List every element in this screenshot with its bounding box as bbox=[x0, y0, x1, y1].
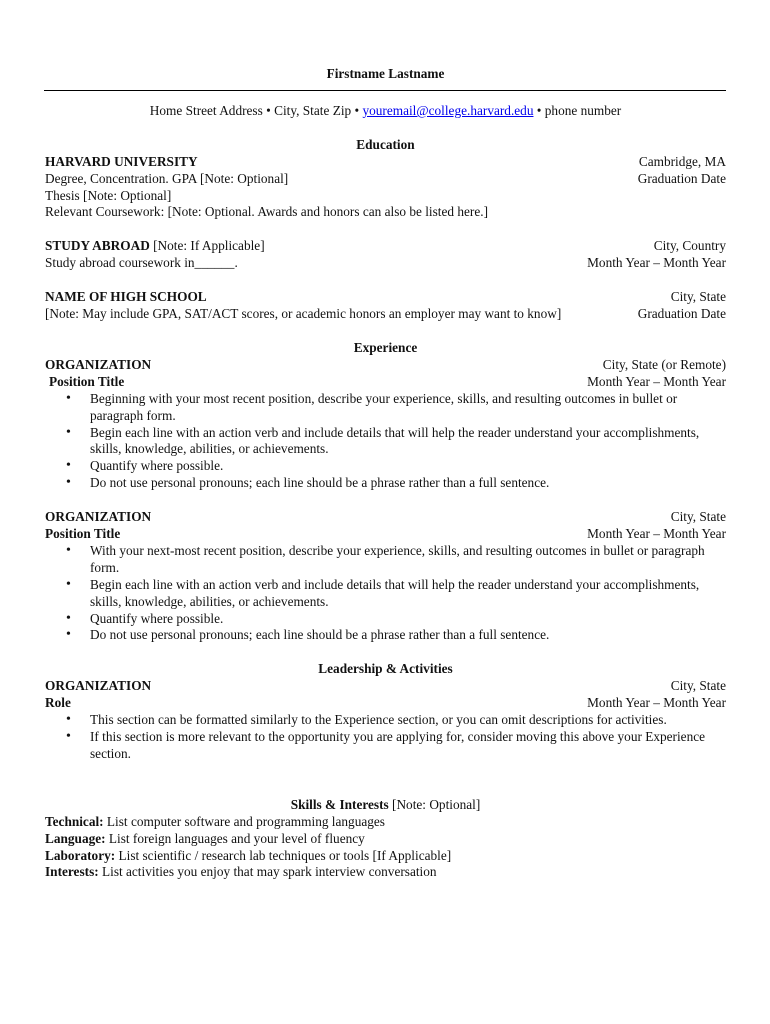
skills-label: Technical: bbox=[45, 813, 104, 829]
resume-page bbox=[45, 66, 726, 881]
skills-label: Laboratory: bbox=[45, 847, 116, 863]
bullet-item: • This section can be formatted similarly to the Experience section, or you can omit descriptions for activities. bbox=[45, 712, 726, 729]
organization-name: ORGANIZATION bbox=[45, 509, 152, 525]
school-location: Cambridge, MA bbox=[638, 153, 726, 169]
leadership-bullets bbox=[45, 712, 726, 763]
thesis-line: Thesis [Note: Optional] bbox=[45, 187, 172, 203]
highschool-location: City, State bbox=[670, 289, 726, 305]
skills-label: Interests: bbox=[45, 864, 99, 880]
education-heading: Education bbox=[356, 136, 415, 152]
skills-item bbox=[45, 864, 726, 881]
abroad-line: Study abroad coursework in______. bbox=[45, 255, 238, 271]
experience-bullets bbox=[45, 391, 726, 492]
skills-text: List scientific / research lab techniques or tools [If Applicable] bbox=[115, 847, 452, 863]
degree-line: Degree, Concentration. GPA [Note: Optional] bbox=[45, 170, 289, 186]
skills-item bbox=[45, 814, 726, 831]
role-title: Role bbox=[45, 695, 71, 711]
role-date: Month Year – Month Year bbox=[587, 695, 726, 711]
bullet-item: • Do not use personal pronouns; each line should be a phrase rather than a full sentence. bbox=[45, 475, 726, 492]
bullet-item: • Quantify where possible. bbox=[45, 458, 726, 475]
abroad-note: [Note: If Applicable] bbox=[149, 238, 265, 254]
school-name: HARVARD UNIVERSITY bbox=[45, 153, 198, 169]
position-date: Month Year – Month Year bbox=[587, 373, 726, 389]
organization-name: ORGANIZATION bbox=[45, 356, 152, 372]
organization-location: City, State bbox=[670, 509, 726, 525]
organization-name: ORGANIZATION bbox=[45, 678, 152, 694]
leadership-heading: Leadership & Activities bbox=[318, 661, 453, 677]
education-entry-abroad bbox=[45, 238, 726, 272]
education-entry-highschool bbox=[45, 289, 726, 323]
experience-bullets bbox=[45, 543, 726, 644]
contact-line bbox=[45, 103, 726, 120]
bullet-item: • Do not use personal pronouns; each line should be a phrase rather than a full sentence. bbox=[45, 627, 726, 644]
highschool-line: [Note: May include GPA, SAT/ACT scores, or academic honors an employer may want to know] bbox=[45, 306, 562, 322]
skills-label: Language: bbox=[45, 830, 106, 846]
abroad-date: Month Year – Month Year bbox=[587, 255, 726, 271]
organization-location: City, State bbox=[670, 678, 726, 694]
highschool-date: Graduation Date bbox=[637, 306, 726, 322]
position-date: Month Year – Month Year bbox=[587, 526, 726, 542]
organization-location: City, State (or Remote) bbox=[602, 356, 726, 372]
experience-entry bbox=[45, 509, 726, 644]
position-title: Position Title bbox=[49, 373, 125, 389]
abroad-name: STUDY ABROAD bbox=[45, 238, 150, 254]
abroad-location: City, Country bbox=[653, 238, 726, 254]
skills-text: List activities you enjoy that may spark interview conversation bbox=[98, 864, 437, 880]
skills-list bbox=[45, 814, 726, 882]
abroad-heading bbox=[45, 238, 265, 255]
skills-heading bbox=[45, 797, 726, 814]
position-title: Position Title bbox=[45, 526, 121, 542]
bullet-item: • Quantify where possible. bbox=[45, 611, 726, 628]
leadership-entry bbox=[45, 678, 726, 763]
email-link[interactable]: youremail@college.harvard.edu bbox=[362, 102, 534, 118]
coursework-line: Relevant Coursework: [Note: Optional. Awards and honors can also be listed here.] bbox=[45, 204, 489, 220]
education-entry-harvard bbox=[45, 154, 726, 222]
contact-suffix: • phone number bbox=[533, 102, 622, 118]
bullet-item: • With your next-most recent position, describe your experience, skills, and resulting outcomes in bullet or paragraph form. bbox=[45, 543, 726, 577]
highschool-name: NAME OF HIGH SCHOOL bbox=[45, 289, 207, 305]
header-divider bbox=[44, 90, 726, 91]
experience-heading: Experience bbox=[353, 339, 418, 355]
experience-entry bbox=[45, 357, 726, 492]
skills-item bbox=[45, 831, 726, 848]
skills-item bbox=[45, 848, 726, 865]
bullet-item: • Beginning with your most recent position, describe your experience, skills, and resulting outcomes in bullet or paragraph form. bbox=[45, 391, 726, 425]
bullet-item: • If this section is more relevant to the opportunity you are applying for, consider moving this above your Experience section. bbox=[45, 729, 726, 763]
contact-prefix: Home Street Address • City, State Zip • bbox=[149, 102, 363, 118]
skills-heading-text: Skills & Interests bbox=[290, 796, 389, 812]
skills-text: List computer software and programming languages bbox=[103, 813, 385, 829]
skills-heading-note: [Note: Optional] bbox=[388, 796, 481, 812]
graduation-date: Graduation Date bbox=[637, 170, 726, 186]
resume-name: Firstname Lastname bbox=[326, 66, 445, 81]
bullet-item: • Begin each line with an action verb and include details that will help the reader understand your accomplishments, skills, knowledge, abilities, or achievements. bbox=[45, 577, 726, 611]
bullet-item: • Begin each line with an action verb and include details that will help the reader understand your accomplishments, skills, knowledge, abilities, or achievements. bbox=[45, 425, 726, 459]
skills-text: List foreign languages and your level of fluency bbox=[105, 830, 365, 846]
